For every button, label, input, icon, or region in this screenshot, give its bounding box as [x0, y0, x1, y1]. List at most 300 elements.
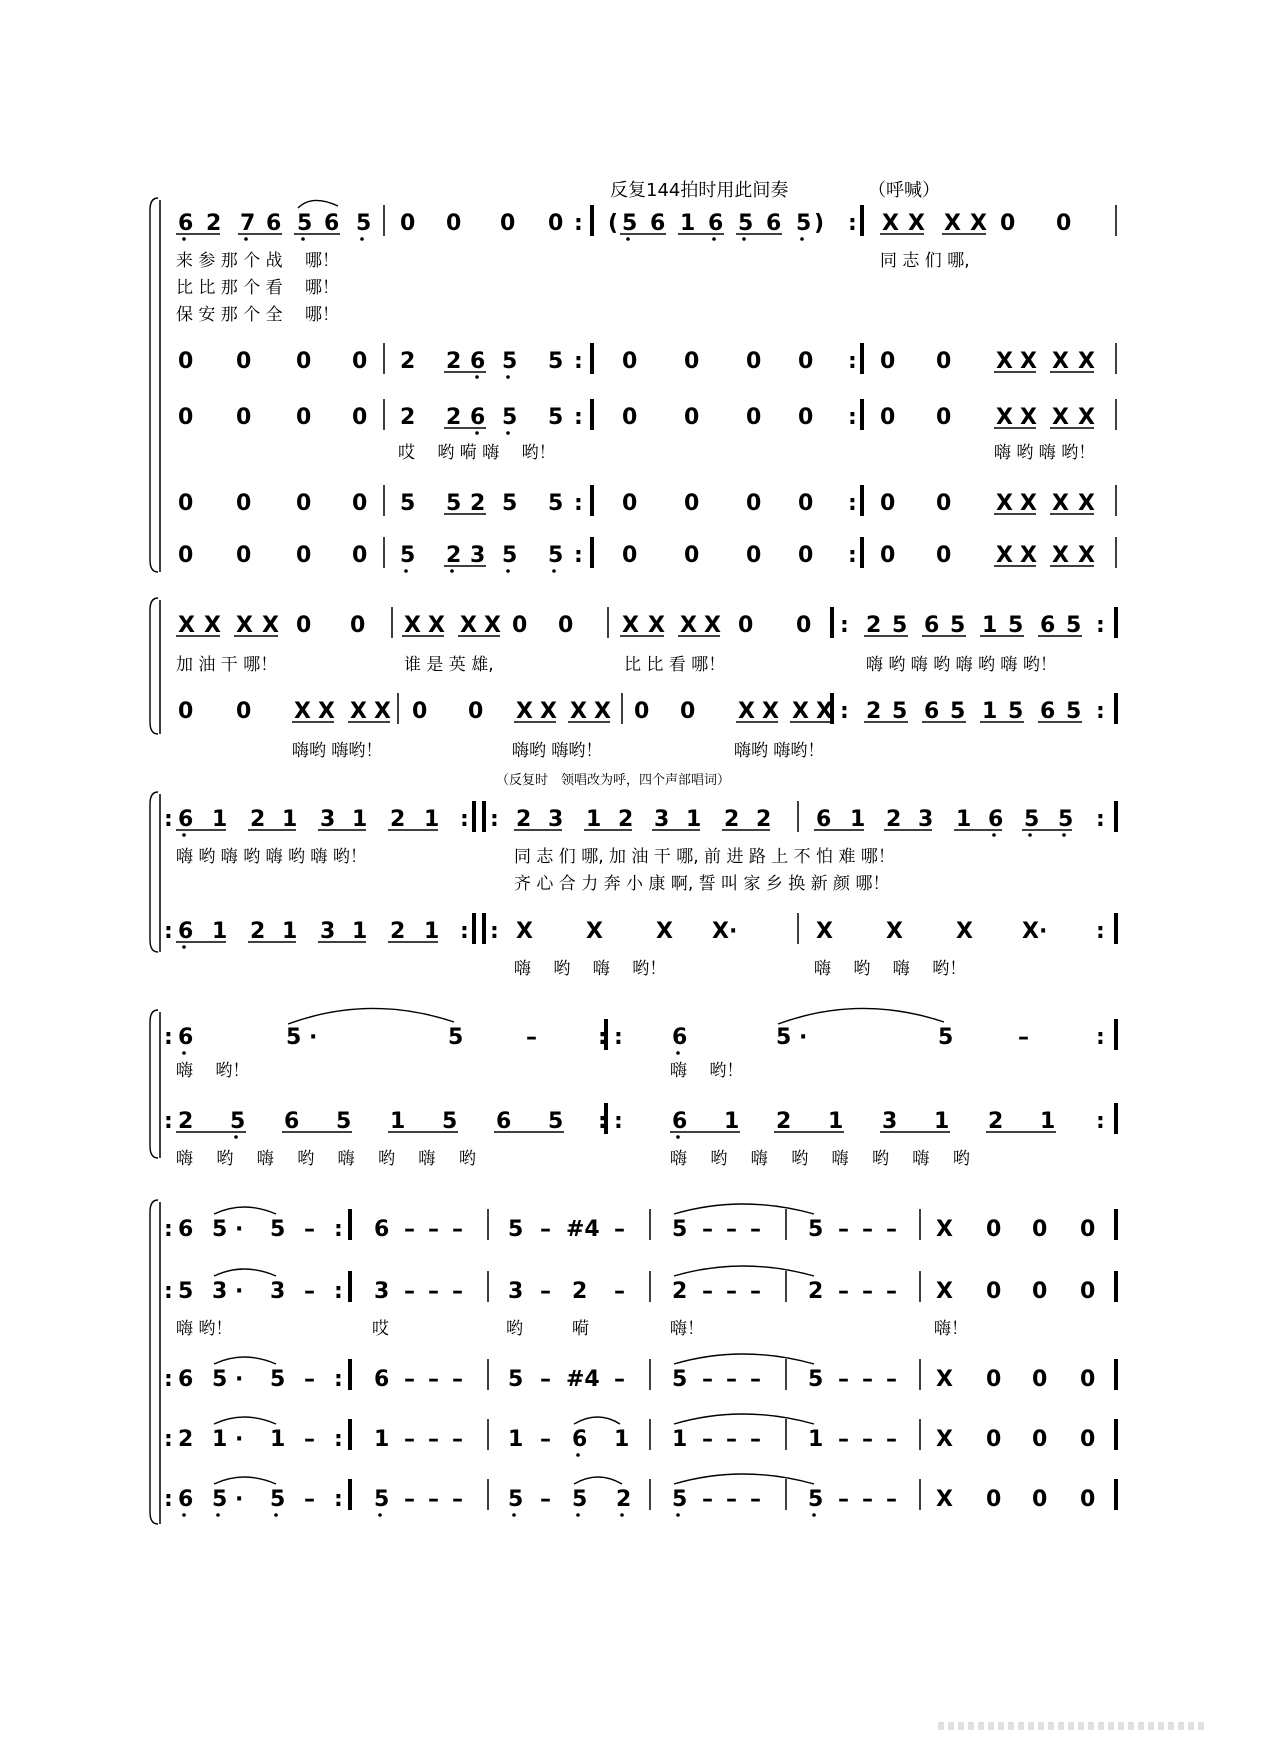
svg-text:2: 2 — [808, 1279, 824, 1304]
svg-text:–: – — [304, 1279, 315, 1304]
svg-text:–: – — [428, 1367, 439, 1392]
svg-text:X: X — [738, 699, 755, 724]
svg-text:0: 0 — [880, 405, 896, 430]
svg-text:0: 0 — [512, 613, 528, 638]
svg-text:0: 0 — [412, 699, 428, 724]
svg-text:3: 3 — [470, 543, 486, 568]
staff-line-12 — [164, 1217, 1095, 1242]
svg-text:0: 0 — [500, 211, 516, 236]
staff-line-10 — [164, 1025, 1105, 1050]
svg-text:–: – — [750, 1217, 761, 1242]
svg-text:5: 5 — [270, 1487, 286, 1512]
svg-text:2: 2 — [516, 807, 532, 832]
svg-text:X: X — [1052, 405, 1069, 430]
svg-text:5: 5 — [508, 1217, 524, 1242]
svg-text:X: X — [622, 613, 639, 638]
svg-text:–: – — [838, 1217, 849, 1242]
svg-text::: : — [334, 1487, 343, 1512]
svg-text:X: X — [262, 613, 279, 638]
staff-line-5 — [178, 543, 1095, 568]
svg-text:1: 1 — [850, 807, 866, 832]
svg-text:1: 1 — [1040, 1109, 1056, 1134]
svg-text:5: 5 — [230, 1109, 246, 1134]
svg-text:0: 0 — [1080, 1279, 1096, 1304]
svg-text:6: 6 — [374, 1217, 390, 1242]
svg-text:5: 5 — [622, 211, 638, 236]
svg-text:–: – — [452, 1487, 463, 1512]
svg-text:0: 0 — [178, 405, 194, 430]
svg-text:–: – — [614, 1279, 625, 1304]
svg-text:0: 0 — [468, 699, 484, 724]
svg-text:6: 6 — [766, 211, 782, 236]
staff-line-16 — [164, 1487, 1095, 1512]
svg-text::: : — [848, 491, 857, 516]
svg-text:5: 5 — [1066, 613, 1082, 638]
svg-text:–: – — [886, 1487, 897, 1512]
svg-text:2: 2 — [724, 807, 740, 832]
svg-text:1: 1 — [982, 699, 998, 724]
svg-text:X: X — [996, 491, 1013, 516]
svg-text:6: 6 — [284, 1109, 300, 1134]
lyric-1-1: 来 参 那 个 战 哪！ — [176, 251, 340, 271]
svg-text:5: 5 — [1066, 699, 1082, 724]
svg-text:#4: #4 — [566, 1217, 600, 1242]
lyric-1-3: 保 安 那 个 全 哪！ — [176, 305, 340, 325]
system-3 — [150, 772, 1116, 979]
svg-text:5: 5 — [178, 1279, 194, 1304]
svg-text:0: 0 — [558, 613, 574, 638]
svg-text:5: 5 — [796, 211, 812, 236]
svg-text:5: 5 — [502, 349, 518, 374]
svg-text:X: X — [1078, 491, 1095, 516]
svg-text:2: 2 — [206, 211, 222, 236]
svg-text:2: 2 — [400, 405, 416, 430]
svg-text:–: – — [540, 1427, 551, 1452]
svg-text:2: 2 — [988, 1109, 1004, 1134]
svg-text:X: X — [996, 349, 1013, 374]
svg-text:–: – — [540, 1279, 551, 1304]
svg-text:0: 0 — [986, 1279, 1002, 1304]
svg-text:2: 2 — [886, 807, 902, 832]
lyric-5-1: 嗨 哟！ — [176, 1319, 233, 1339]
staff-line-4 — [178, 491, 1095, 516]
staff-line-8 — [164, 807, 1105, 832]
svg-text:–: – — [862, 1367, 873, 1392]
svg-text::: : — [598, 1109, 607, 1134]
svg-text:0: 0 — [798, 349, 814, 374]
svg-text:5: 5 — [508, 1367, 524, 1392]
lyric-4-1: 嗨 哟！ — [176, 1061, 250, 1081]
svg-text::: : — [574, 543, 583, 568]
header-shout-label: （呼喊） — [868, 180, 940, 201]
svg-text:–: – — [862, 1427, 873, 1452]
repeat-note: （反复时 领唱改为呼，四个声部唱词） — [496, 773, 731, 788]
svg-text:6: 6 — [1040, 699, 1056, 724]
svg-text:0: 0 — [296, 491, 312, 516]
lyric-4-2: 嗨 哟！ — [670, 1061, 744, 1081]
svg-text:5: 5 — [336, 1109, 352, 1134]
svg-text:5: 5 — [448, 1025, 464, 1050]
svg-text:5 ·: 5 · — [212, 1367, 244, 1392]
svg-text:2: 2 — [446, 349, 462, 374]
svg-text:X: X — [1020, 405, 1037, 430]
svg-text:X: X — [236, 613, 253, 638]
lyric-3-1: 嗨 哟 嗨 哟 嗨 哟 嗨 哟！ — [176, 847, 367, 867]
svg-text:X: X — [936, 1487, 953, 1512]
svg-text:5 ·: 5 · — [286, 1025, 318, 1050]
svg-text:0: 0 — [1000, 211, 1016, 236]
svg-text:–: – — [404, 1367, 415, 1392]
svg-text:–: – — [702, 1487, 713, 1512]
svg-text:0: 0 — [634, 699, 650, 724]
svg-text:–: – — [750, 1427, 761, 1452]
svg-text::: : — [164, 1217, 173, 1242]
svg-text:X·: X· — [1022, 919, 1048, 944]
svg-text:6: 6 — [178, 1487, 194, 1512]
svg-text:6: 6 — [650, 211, 666, 236]
svg-text:2: 2 — [776, 1109, 792, 1134]
svg-text:X: X — [1078, 405, 1095, 430]
svg-text:0: 0 — [178, 491, 194, 516]
svg-text:2: 2 — [178, 1427, 194, 1452]
svg-text:5: 5 — [374, 1487, 390, 1512]
svg-text:0: 0 — [1080, 1487, 1096, 1512]
svg-text:0: 0 — [880, 491, 896, 516]
svg-text:0: 0 — [684, 349, 700, 374]
svg-text:1: 1 — [352, 919, 368, 944]
footer-watermark — [938, 1722, 1208, 1730]
svg-text:5: 5 — [572, 1487, 588, 1512]
svg-text:–: – — [750, 1279, 761, 1304]
svg-text:X: X — [484, 613, 501, 638]
svg-text:6: 6 — [496, 1109, 512, 1134]
svg-text:–: – — [452, 1367, 463, 1392]
svg-text:5: 5 — [892, 699, 908, 724]
svg-text:0: 0 — [798, 543, 814, 568]
svg-text:–: – — [540, 1217, 551, 1242]
svg-text:–: – — [1018, 1025, 1029, 1050]
svg-text:X: X — [350, 699, 367, 724]
svg-text:0: 0 — [1032, 1367, 1048, 1392]
svg-text:–: – — [452, 1217, 463, 1242]
svg-text:5: 5 — [548, 1109, 564, 1134]
svg-text:X: X — [318, 699, 335, 724]
svg-text:X: X — [956, 919, 973, 944]
svg-text:–: – — [886, 1427, 897, 1452]
lyric-1-2: 比 比 那 个 看 哪！ — [176, 278, 340, 298]
svg-text:–: – — [886, 1279, 897, 1304]
svg-text:0: 0 — [746, 491, 762, 516]
svg-text:6: 6 — [708, 211, 724, 236]
svg-text:1: 1 — [828, 1109, 844, 1134]
svg-text:1: 1 — [270, 1427, 286, 1452]
svg-text:2: 2 — [866, 699, 882, 724]
svg-text:–: – — [838, 1427, 849, 1452]
staff-line-3 — [178, 405, 1095, 430]
lyric-2-7: 嗨哟 嗨哟！ — [734, 741, 825, 761]
svg-text:6: 6 — [266, 211, 282, 236]
svg-text:0: 0 — [296, 405, 312, 430]
svg-text::: : — [164, 1025, 173, 1050]
lyric-2-6: 嗨哟 嗨哟！ — [512, 741, 603, 761]
svg-text::: : — [490, 919, 499, 944]
staff-line-13 — [164, 1279, 1095, 1304]
svg-text:2: 2 — [618, 807, 634, 832]
svg-text::: : — [164, 1279, 173, 1304]
svg-text:X: X — [886, 919, 903, 944]
svg-text:X: X — [570, 699, 587, 724]
svg-text:0: 0 — [622, 405, 638, 430]
svg-text::: : — [574, 349, 583, 374]
svg-text:0: 0 — [1032, 1427, 1048, 1452]
svg-text:5: 5 — [548, 491, 564, 516]
svg-text:3: 3 — [654, 807, 670, 832]
svg-text:0: 0 — [1080, 1427, 1096, 1452]
svg-text:X: X — [1052, 543, 1069, 568]
svg-text:–: – — [540, 1367, 551, 1392]
svg-text:X: X — [1020, 491, 1037, 516]
svg-text:0: 0 — [352, 491, 368, 516]
svg-text::: : — [334, 1279, 343, 1304]
svg-text:6: 6 — [324, 211, 340, 236]
lyric-1-5: 哎 哟 嗬 嗨 哟！ — [398, 443, 556, 463]
staff-line-11 — [164, 1109, 1105, 1134]
svg-text:0: 0 — [684, 491, 700, 516]
svg-text:0: 0 — [178, 699, 194, 724]
svg-text:–: – — [702, 1427, 713, 1452]
svg-text:X: X — [516, 919, 533, 944]
svg-text:5: 5 — [808, 1487, 824, 1512]
svg-text:–: – — [428, 1427, 439, 1452]
svg-text:3: 3 — [270, 1279, 286, 1304]
svg-text:–: – — [702, 1217, 713, 1242]
svg-text::: : — [334, 1427, 343, 1452]
svg-text:–: – — [726, 1367, 737, 1392]
svg-text:5: 5 — [502, 543, 518, 568]
svg-text:5: 5 — [548, 405, 564, 430]
svg-text:5 ·: 5 · — [776, 1025, 808, 1050]
svg-text:5: 5 — [508, 1487, 524, 1512]
svg-text:1: 1 — [282, 919, 298, 944]
svg-text:X: X — [970, 211, 987, 236]
staff-line-6 — [178, 613, 1105, 638]
svg-text::: : — [164, 1487, 173, 1512]
svg-text:–: – — [614, 1367, 625, 1392]
svg-text::: : — [848, 543, 857, 568]
staff-line-9 — [164, 919, 1105, 944]
svg-text::: : — [614, 1109, 623, 1134]
svg-text:–: – — [838, 1487, 849, 1512]
svg-text:0: 0 — [622, 349, 638, 374]
svg-text:2: 2 — [672, 1279, 688, 1304]
svg-text:0: 0 — [296, 613, 312, 638]
svg-text:5: 5 — [1008, 699, 1024, 724]
svg-text:5 ·: 5 · — [212, 1487, 244, 1512]
svg-text:0: 0 — [296, 349, 312, 374]
svg-text:6: 6 — [178, 807, 194, 832]
svg-text:5: 5 — [950, 613, 966, 638]
staff-line-1 — [178, 211, 1071, 236]
svg-text:0: 0 — [684, 405, 700, 430]
svg-text:0: 0 — [1080, 1217, 1096, 1242]
lyric-1-4: 同 志 们 哪, — [880, 251, 970, 271]
svg-text:5: 5 — [270, 1367, 286, 1392]
svg-text:–: – — [702, 1367, 713, 1392]
svg-text:X: X — [936, 1367, 953, 1392]
svg-text:X: X — [816, 919, 833, 944]
lyric-5-2: 哎 — [372, 1319, 389, 1339]
lyric-5-3: 哟 — [506, 1319, 523, 1339]
svg-text:5: 5 — [548, 543, 564, 568]
lyric-3-5: 嗨 哟 嗨 哟！ — [814, 959, 967, 979]
svg-text:–: – — [886, 1367, 897, 1392]
svg-text:5: 5 — [400, 543, 416, 568]
svg-text:–: – — [838, 1367, 849, 1392]
svg-text:X: X — [680, 613, 697, 638]
svg-text:5: 5 — [672, 1487, 688, 1512]
svg-text:0: 0 — [936, 543, 952, 568]
svg-text:0: 0 — [446, 211, 462, 236]
svg-text:X: X — [374, 699, 391, 724]
svg-text:6: 6 — [470, 405, 486, 430]
svg-text:X: X — [996, 543, 1013, 568]
svg-text:6: 6 — [672, 1109, 688, 1134]
svg-text:0: 0 — [236, 405, 252, 430]
svg-text:X: X — [882, 211, 899, 236]
svg-text:5: 5 — [672, 1217, 688, 1242]
svg-text:5: 5 — [1024, 807, 1040, 832]
svg-text:0: 0 — [352, 543, 368, 568]
svg-text:X: X — [1052, 349, 1069, 374]
svg-text::: : — [164, 919, 173, 944]
svg-text:2: 2 — [390, 807, 406, 832]
svg-text:6: 6 — [178, 211, 194, 236]
svg-text:): ) — [814, 211, 825, 236]
svg-text:–: – — [540, 1487, 551, 1512]
svg-text:0: 0 — [1056, 211, 1072, 236]
svg-text:–: – — [726, 1217, 737, 1242]
svg-text:5: 5 — [442, 1109, 458, 1134]
svg-text::: : — [460, 807, 469, 832]
svg-text:0: 0 — [622, 491, 638, 516]
svg-text:–: – — [726, 1279, 737, 1304]
svg-text:5: 5 — [502, 491, 518, 516]
lyric-2-3: 比 比 看 哪！ — [624, 655, 726, 675]
svg-text:2: 2 — [400, 349, 416, 374]
svg-text:X: X — [792, 699, 809, 724]
svg-text:–: – — [702, 1279, 713, 1304]
svg-text:0: 0 — [798, 405, 814, 430]
svg-text::: : — [334, 1367, 343, 1392]
svg-text:5: 5 — [938, 1025, 954, 1050]
svg-text:5: 5 — [297, 211, 313, 236]
svg-text::: : — [164, 807, 173, 832]
svg-text:–: – — [886, 1217, 897, 1242]
svg-text:–: – — [404, 1279, 415, 1304]
svg-text:1: 1 — [374, 1427, 390, 1452]
svg-text:0: 0 — [1032, 1487, 1048, 1512]
svg-text:0: 0 — [746, 543, 762, 568]
svg-text:0: 0 — [746, 349, 762, 374]
svg-text:0: 0 — [796, 613, 812, 638]
svg-text:1: 1 — [614, 1427, 630, 1452]
svg-text:0: 0 — [1032, 1217, 1048, 1242]
svg-text:2: 2 — [178, 1109, 194, 1134]
svg-text:X: X — [648, 613, 665, 638]
svg-text:X: X — [204, 613, 221, 638]
svg-text:–: – — [452, 1427, 463, 1452]
svg-text:X: X — [704, 613, 721, 638]
svg-text:–: – — [428, 1217, 439, 1242]
svg-text:#4: #4 — [566, 1367, 600, 1392]
svg-text:X: X — [908, 211, 925, 236]
svg-text::: : — [490, 807, 499, 832]
svg-text:0: 0 — [352, 349, 368, 374]
svg-text:3: 3 — [508, 1279, 524, 1304]
svg-text:0: 0 — [400, 211, 416, 236]
svg-text:–: – — [726, 1487, 737, 1512]
svg-text:1: 1 — [508, 1427, 524, 1452]
svg-text:X: X — [656, 919, 673, 944]
svg-text:5: 5 — [892, 613, 908, 638]
svg-text::: : — [840, 613, 849, 638]
svg-text:–: – — [404, 1427, 415, 1452]
svg-text:X: X — [540, 699, 557, 724]
svg-text:–: – — [862, 1487, 873, 1512]
svg-text:0: 0 — [680, 699, 696, 724]
svg-text::: : — [574, 491, 583, 516]
svg-text:7: 7 — [240, 211, 256, 236]
svg-text:0: 0 — [352, 405, 368, 430]
svg-text:5: 5 — [1008, 613, 1024, 638]
svg-text:0: 0 — [880, 349, 896, 374]
svg-text:6: 6 — [178, 919, 194, 944]
lyric-4-4: 嗨 哟 嗨 哟 嗨 哟 嗨 哟 — [670, 1149, 970, 1169]
svg-text:–: – — [304, 1217, 315, 1242]
svg-text::: : — [1096, 1025, 1105, 1050]
svg-text:2: 2 — [616, 1487, 632, 1512]
svg-text:6: 6 — [816, 807, 832, 832]
svg-text::: : — [334, 1217, 343, 1242]
svg-text:0: 0 — [746, 405, 762, 430]
svg-text:0: 0 — [178, 349, 194, 374]
svg-text::: : — [164, 1109, 173, 1134]
svg-text:5: 5 — [502, 405, 518, 430]
lyric-2-2: 谁 是 英 雄, — [404, 655, 494, 675]
svg-text:6: 6 — [470, 349, 486, 374]
svg-text::: : — [1096, 807, 1105, 832]
svg-text::: : — [1096, 699, 1105, 724]
svg-text:5: 5 — [548, 349, 564, 374]
svg-text:0: 0 — [986, 1487, 1002, 1512]
svg-text:X: X — [178, 613, 195, 638]
svg-text:2: 2 — [470, 491, 486, 516]
svg-text:0: 0 — [1032, 1279, 1048, 1304]
svg-text:1: 1 — [982, 613, 998, 638]
svg-text:X: X — [594, 699, 611, 724]
svg-text:2: 2 — [866, 613, 882, 638]
svg-text:5: 5 — [1058, 807, 1074, 832]
svg-text:–: – — [304, 1427, 315, 1452]
svg-text:X: X — [404, 613, 421, 638]
svg-text:3: 3 — [374, 1279, 390, 1304]
svg-text:–: – — [750, 1487, 761, 1512]
svg-text:X: X — [996, 405, 1013, 430]
svg-text:2: 2 — [572, 1279, 588, 1304]
svg-text:1: 1 — [212, 919, 228, 944]
staff-line-2 — [178, 349, 1095, 374]
lyric-2-1: 加 油 干 哪！ — [176, 655, 278, 675]
